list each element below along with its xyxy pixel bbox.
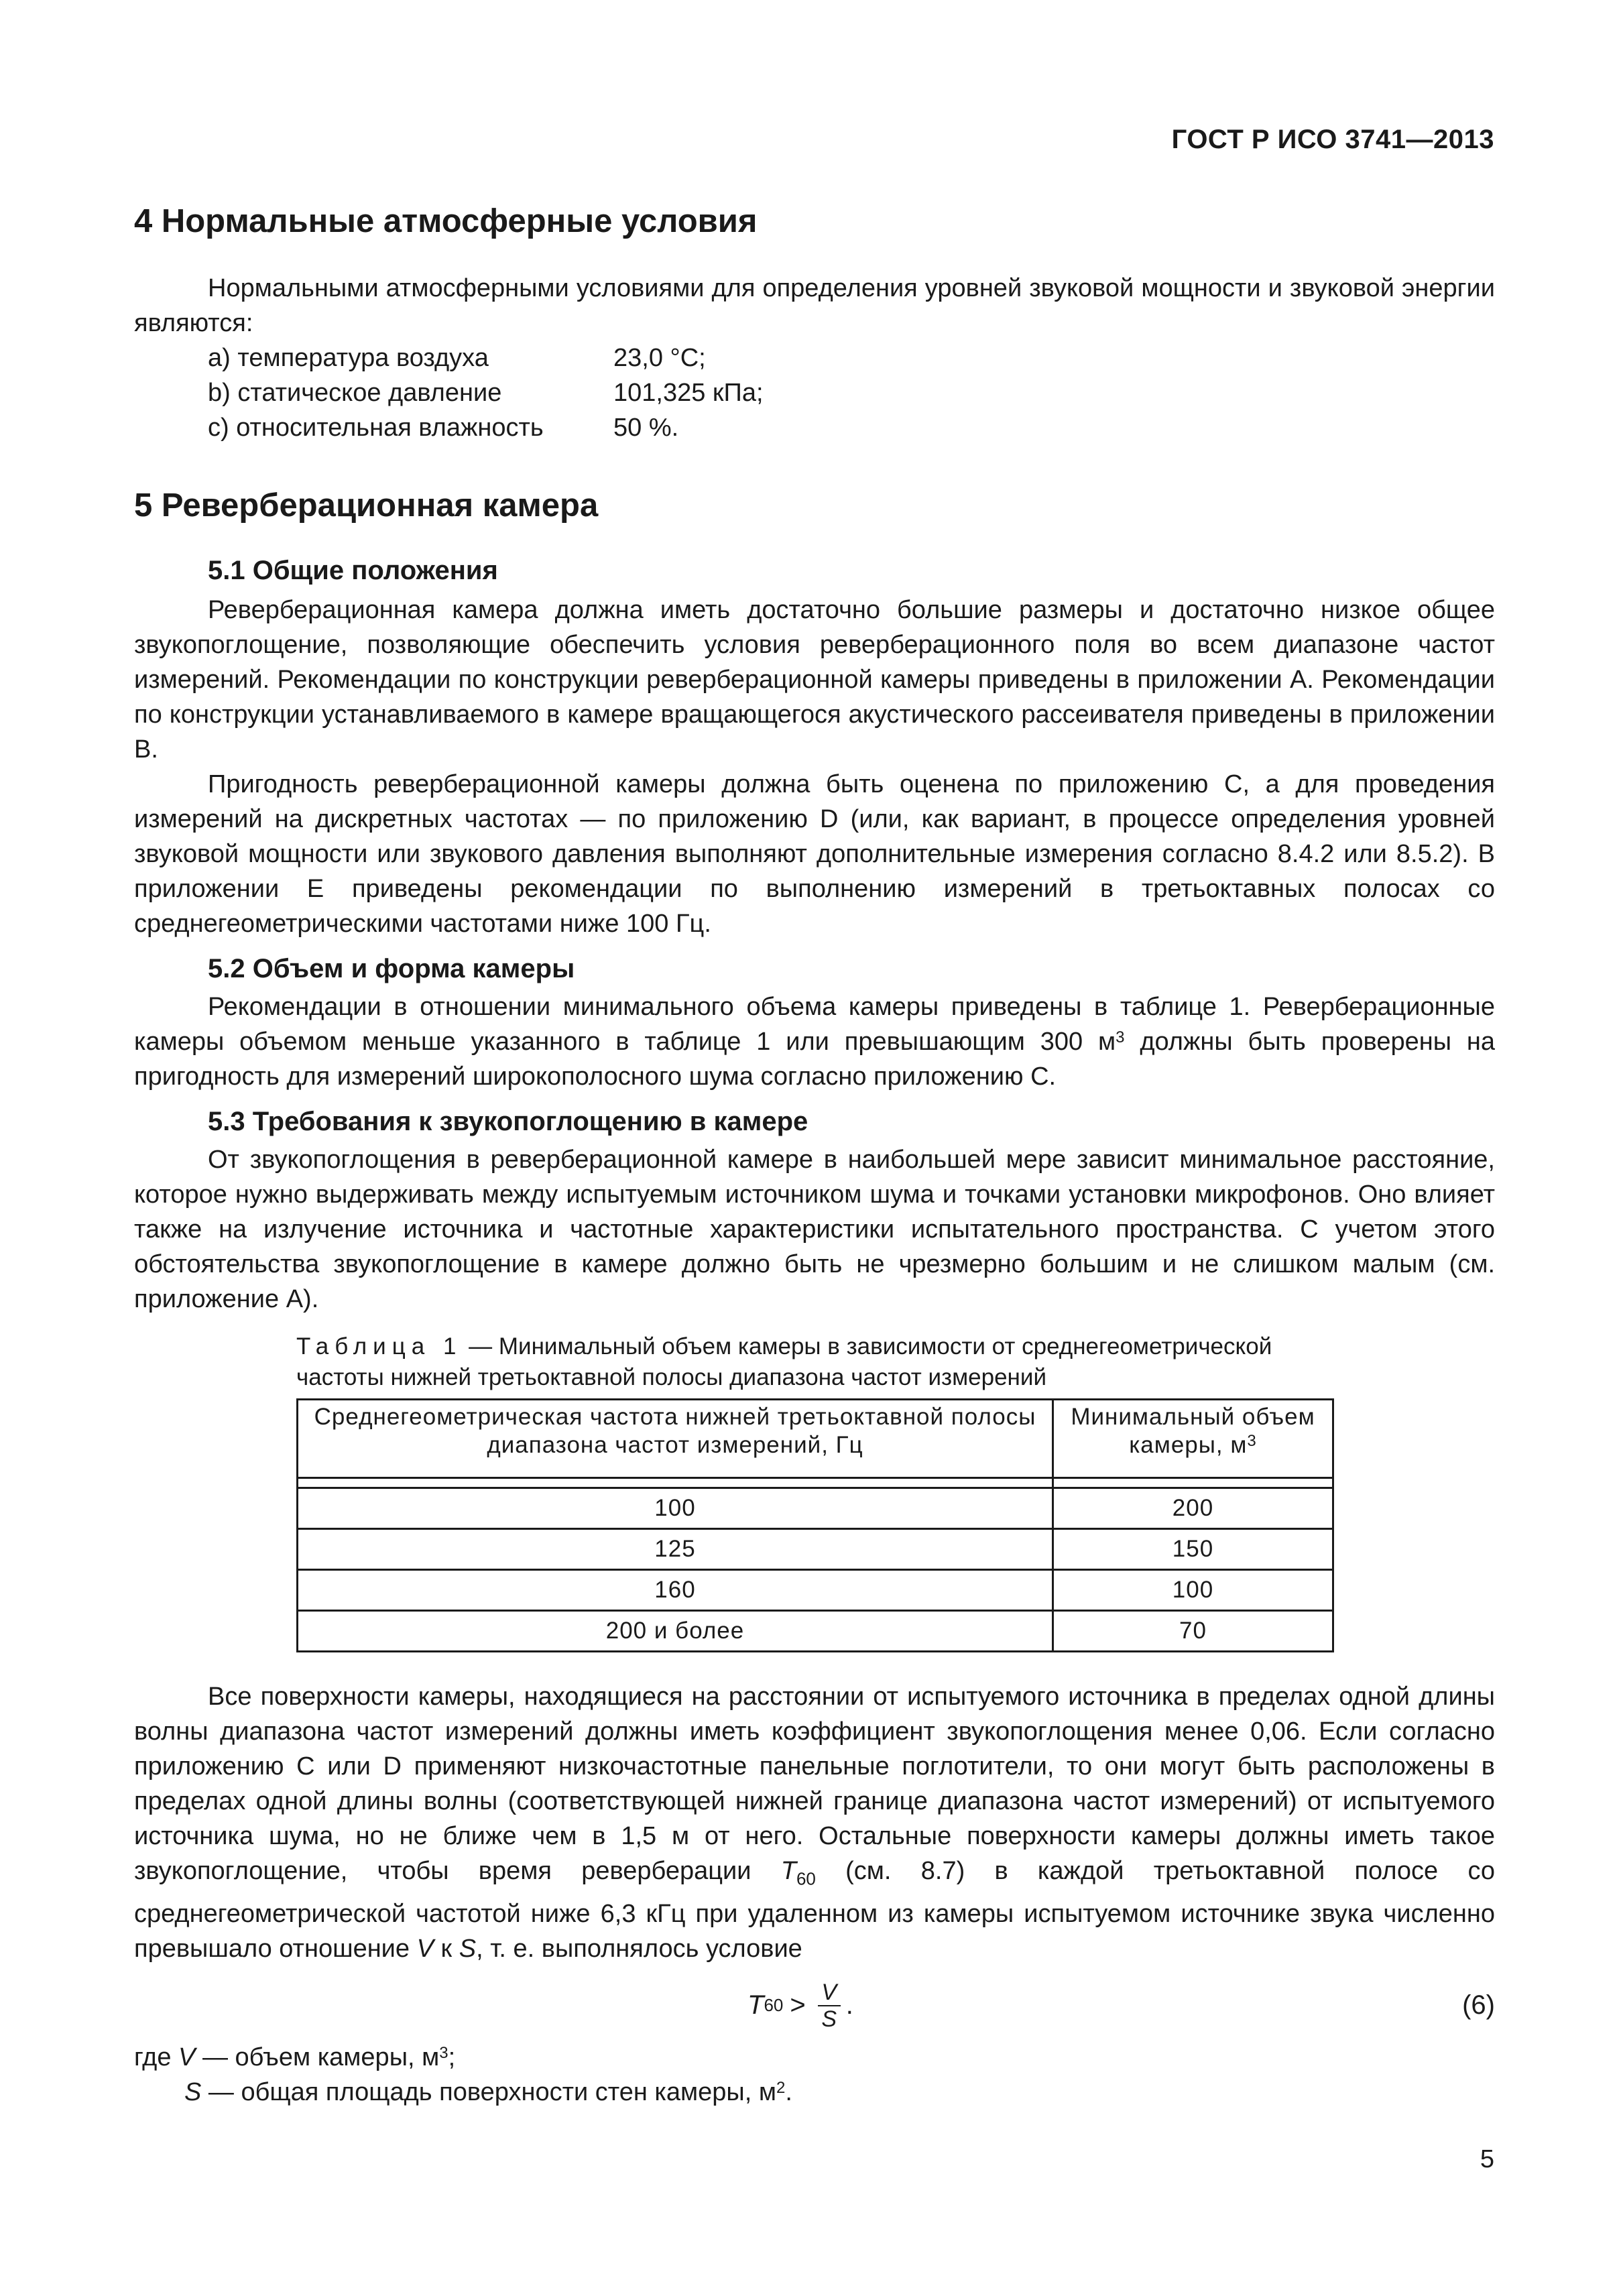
condition-value: 50 %.: [613, 414, 679, 442]
table-row: [298, 1529, 1333, 1570]
table-1-label: Таблица 1: [296, 1333, 463, 1360]
table-header-row: [298, 1400, 1333, 1478]
formula-legend-line: S — общая площадь поверхности стен камеры, $м^2$.: [184, 2077, 792, 2106]
condition-label: b) статическое давление: [208, 379, 502, 407]
table-1: [296, 1398, 1334, 1652]
formula-number: (6): [1462, 1990, 1495, 2020]
subsection-5-2-title: 5.2 Объем и форма камеры: [208, 954, 575, 983]
table-header-volume: Минимальный объем камеры, $м^3$: [1053, 1400, 1333, 1478]
table-cell-volume: 100: [1053, 1570, 1333, 1611]
condition-value: 23,0 °C;: [613, 344, 706, 372]
section-4-title: 4 Нормальные атмосферные условия: [134, 203, 758, 239]
subsection-5-3-title: 5.3 Требования к звукопоглощению в камере: [208, 1107, 808, 1136]
page-content: [134, 194, 1495, 2110]
condition-item: [134, 375, 1495, 410]
table-row: [298, 1611, 1333, 1652]
formula-legend-line: где V — объем камеры, $м^3$;: [134, 2043, 456, 2071]
table-cell-frequency: 100: [298, 1488, 1053, 1529]
table-1-caption: [296, 1331, 1349, 1393]
condition-label: a) температура воздуха: [208, 344, 489, 372]
page-number: 5: [1480, 2145, 1494, 2173]
table-cell-frequency: 160: [298, 1570, 1053, 1611]
table-row: [298, 1570, 1333, 1611]
condition-item: [134, 341, 1495, 375]
subsection-5-2-para: Рекомендации в отношении минимального объема камеры приведены в таблице 1. Реверберационные камеры объемом меньше указанного в таблице 1 или превышающим 300 $м^3$ должны быть проверены на пригодность для измерений широкополосного шума согласно приложению С.: [134, 993, 1495, 1091]
subsection-5-3-para: От звукопоглощения в реверберационной камере в наибольшей мере зависит минимальное расстояние, которое нужно выдерживать между испытуемым источником шума и точками установки микрофонов. Оно влияет также на излучение источника и частотные характеристики испытательного пространства. С учетом этого обстоятельства звукопоглощение в камере должно быть не чрезмерно большим и не слишком малым (см. приложение А).: [134, 1146, 1495, 1313]
table-1-caption-text: — Минимальный объем камеры в зависимости от среднегеометрической частоты нижней третьоктавной полосы диапазона частот измерений: [296, 1333, 1272, 1390]
table-cell-volume: 200: [1053, 1488, 1333, 1529]
section-5-title: 5 Реверберационная камера: [134, 487, 599, 524]
table-row: [298, 1488, 1333, 1529]
subsection-5-1-para-2: Пригодность реверберационной камеры должна быть оценена по приложению С, а для проведения измерений на дискретных частотах — по приложению D (или, как вариант, в процессе определения уровней звуковой мощности или звукового давления выполняют дополнительные измерения согласно 8.4.2 или 8.5.2). В приложении Е приведены рекомендации по выполнению измерений в третьоктавных полосах со среднегеометрическими частотами ниже 100 Гц.: [134, 770, 1495, 938]
subsection-5-1-title: 5.1 Общие положения: [208, 556, 498, 585]
condition-item: [134, 410, 1495, 445]
formula-expression: T 60 > $\frac{V}{S}$ .: [747, 1979, 853, 2032]
document-code: ГОСТ Р ИСО 3741—2013: [1171, 125, 1494, 154]
table-header-frequency: Среднегеометрическая частота нижней третьоктавной полосы диапазона частот измерений, Гц: [298, 1400, 1053, 1478]
table-cell-volume: 70: [1053, 1611, 1333, 1652]
table-cell-frequency: 200 и более: [298, 1611, 1053, 1652]
table-header-separator: [298, 1478, 1333, 1488]
condition-label: c) относительная влажность: [208, 414, 544, 442]
formula-fraction: $\frac{V}{S}$: [818, 1981, 841, 2031]
table-cell-volume: 150: [1053, 1529, 1333, 1570]
section-4-intro: Нормальными атмосферными условиями для определения уровней звуковой мощности и звуковой энергии являются:: [134, 274, 1495, 337]
condition-value: 101,325 кПа;: [613, 379, 764, 407]
subsection-5-1-para-1: Реверберационная камера должна иметь достаточно большие размеры и достаточно низкое общее звукопоглощение, позволяющие обеспечить условия реверберационного поля во всем диапазоне частот измерений. Рекомендации по конструкции реверберационной камеры приведены в приложении А. Рекомендации по конструкции устанавливаемого в камере вращающегося акустического рассеивателя приведены в приложении В.: [134, 596, 1495, 764]
table-cell-frequency: 125: [298, 1529, 1053, 1570]
absorption-requirements-para: Все поверхности камеры, находящиеся на расстоянии от испытуемого источника в пределах одной длины волны диапазона частот измерений должны иметь коэффициент звукопоглощения менее 0,06. Если согласно приложению С или D применяют низкочастотные панельные поглотители, то они могут быть расположены в пределах одной длины волны (соответствующей нижней границе диапазона частот измерений) от испытуемого источника шума, но не ближе чем в 1,5 м от него. Остальные поверхности камеры должны иметь такое звукопоглощение, чтобы время реверберации $T_{60}$ (см. 8.7) в каждой третьоктавной полосе со среднегеометрической частотой ниже 6,3 кГц при удаленном из камеры испытуемом источнике звука численно превышало отношение V к S, т. е. выполнялось условие: [134, 1683, 1496, 1963]
formula-6: [134, 1966, 1495, 2040]
